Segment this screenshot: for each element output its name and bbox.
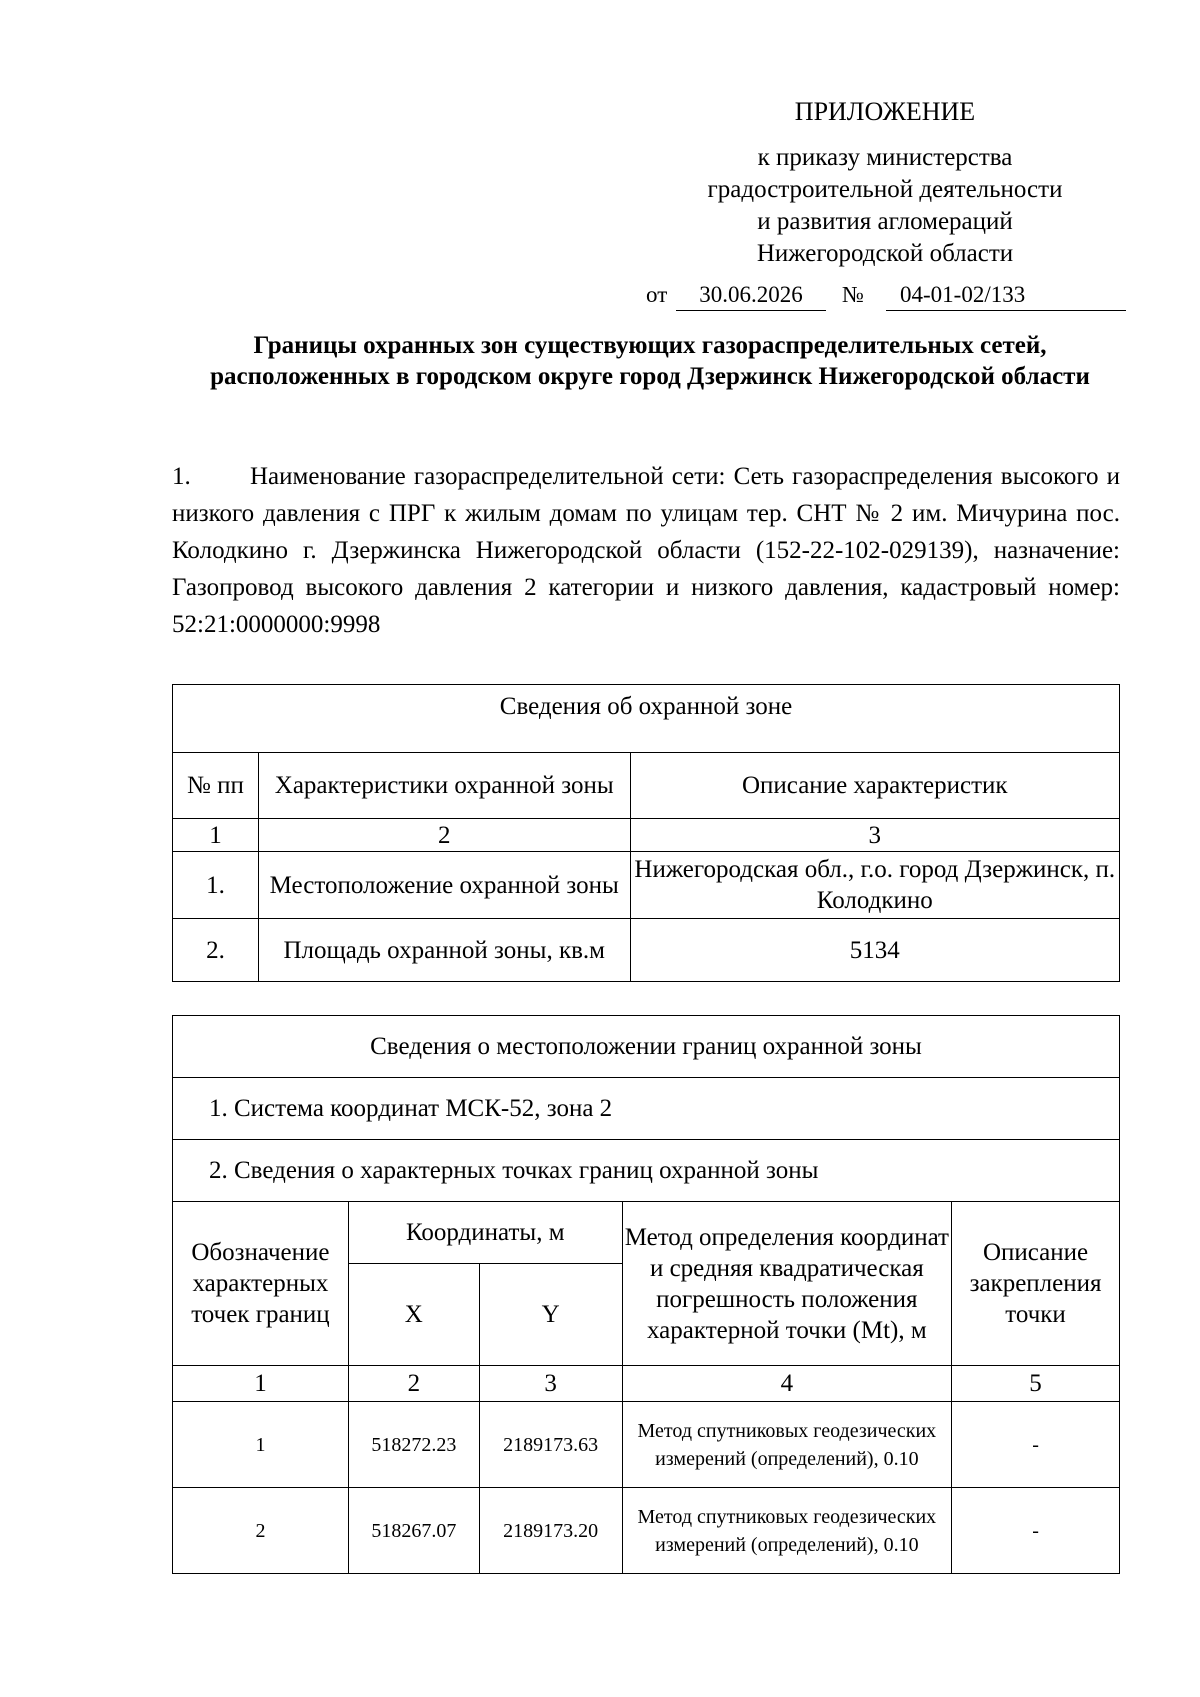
header-cell: Обозначение характерных точек границ: [173, 1202, 349, 1366]
network-paragraph: [172, 458, 1120, 643]
point-id: 1: [173, 1402, 349, 1488]
header-cell: № пп: [173, 753, 259, 819]
index-cell: 2: [348, 1366, 479, 1402]
bounds-table-caption: Сведения о местоположении границ охранной зоны: [173, 1016, 1120, 1078]
header-cell: X: [348, 1264, 479, 1366]
paragraph-number: 1.: [172, 463, 191, 490]
header-cell: Координаты, м: [348, 1202, 622, 1264]
table-cell: 1.: [173, 852, 259, 919]
coordinate-system: 1. Система координат МСК-52, зона 2: [173, 1078, 1120, 1140]
zone-info-table: [172, 684, 1120, 982]
header-cell: Метод определения координат и средняя квадратическая погрешность положения характерной точки (Mt), м: [622, 1202, 951, 1366]
index-cell: 1: [173, 1366, 349, 1402]
table-row: [173, 1402, 1120, 1488]
index-cell: 1: [173, 819, 259, 852]
index-cell: 2: [258, 819, 630, 852]
index-cell: 4: [622, 1366, 951, 1402]
point-description: -: [952, 1402, 1120, 1488]
table-cell: 2.: [173, 919, 259, 982]
document-title: Границы охранных зон существующих газораспределительных сетей, расположенных в городском округе город Дзержинск Нижегородской области: [210, 332, 1090, 390]
table-row: [173, 852, 1120, 919]
points-caption: 2. Сведения о характерных точках границ охранной зоны: [173, 1140, 1120, 1202]
point-description: -: [952, 1488, 1120, 1574]
order-date-number: [646, 278, 1126, 312]
table-cell: Нижегородская обл., г.о. город Дзержинск, п. Колодкино: [630, 852, 1119, 919]
index-cell: 3: [479, 1366, 622, 1402]
table-cell: Местоположение охранной зоны: [258, 852, 630, 919]
appendix-line: градостроительной деятельности: [707, 176, 1063, 203]
order-date: 30.06.2026: [676, 282, 826, 311]
zone-table-caption: Сведения об охранной зоне: [173, 685, 1120, 753]
point-y: 2189173.63: [479, 1402, 622, 1488]
appendix-header: [640, 96, 1130, 270]
number-prefix: №: [842, 282, 864, 307]
table-row: [173, 1488, 1120, 1574]
header-cell: Описание характеристик: [630, 753, 1119, 819]
paragraph-text: Наименование газораспределительной сети: Сеть газораспределения высокого и низкого давления с ПРГ к жилым домам по улицам тер. СНТ № 2 им. Мичурина пос. Колодкино г. Дзержинска Нижегородской области (152-22-102-029139), назначение: Газопровод высокого давления 2 категории и низкого давления, кадастровый номер: 52:21:0000000:9998: [172, 463, 1120, 638]
point-method: Метод спутниковых геодезических измерений (определений), 0.10: [622, 1488, 951, 1574]
appendix-line: и развития агломераций: [757, 208, 1013, 235]
boundary-points-table: [172, 1015, 1120, 1574]
point-x: 518267.07: [348, 1488, 479, 1574]
appendix-line: к приказу министерства: [757, 144, 1013, 171]
appendix-title: ПРИЛОЖЕНИЕ: [794, 97, 976, 126]
table-row: [173, 919, 1120, 982]
header-cell: Y: [479, 1264, 622, 1366]
point-x: 518272.23: [348, 1402, 479, 1488]
point-id: 2: [173, 1488, 349, 1574]
header-cell: Описание закрепления точки: [952, 1202, 1120, 1366]
index-cell: 5: [952, 1366, 1120, 1402]
appendix-line: Нижегородской области: [756, 240, 1014, 267]
order-number: [886, 282, 1126, 311]
table-cell: Площадь охранной зоны, кв.м: [258, 919, 630, 982]
point-y: 2189173.20: [479, 1488, 622, 1574]
index-cell: 3: [630, 819, 1119, 852]
header-cell: Характеристики охранной зоны: [258, 753, 630, 819]
date-prefix: от: [646, 282, 668, 307]
point-method: Метод спутниковых геодезических измерений (определений), 0.10: [622, 1402, 951, 1488]
order-number-text: 04-01-02/133: [900, 282, 1026, 307]
table-cell: 5134: [630, 919, 1119, 982]
